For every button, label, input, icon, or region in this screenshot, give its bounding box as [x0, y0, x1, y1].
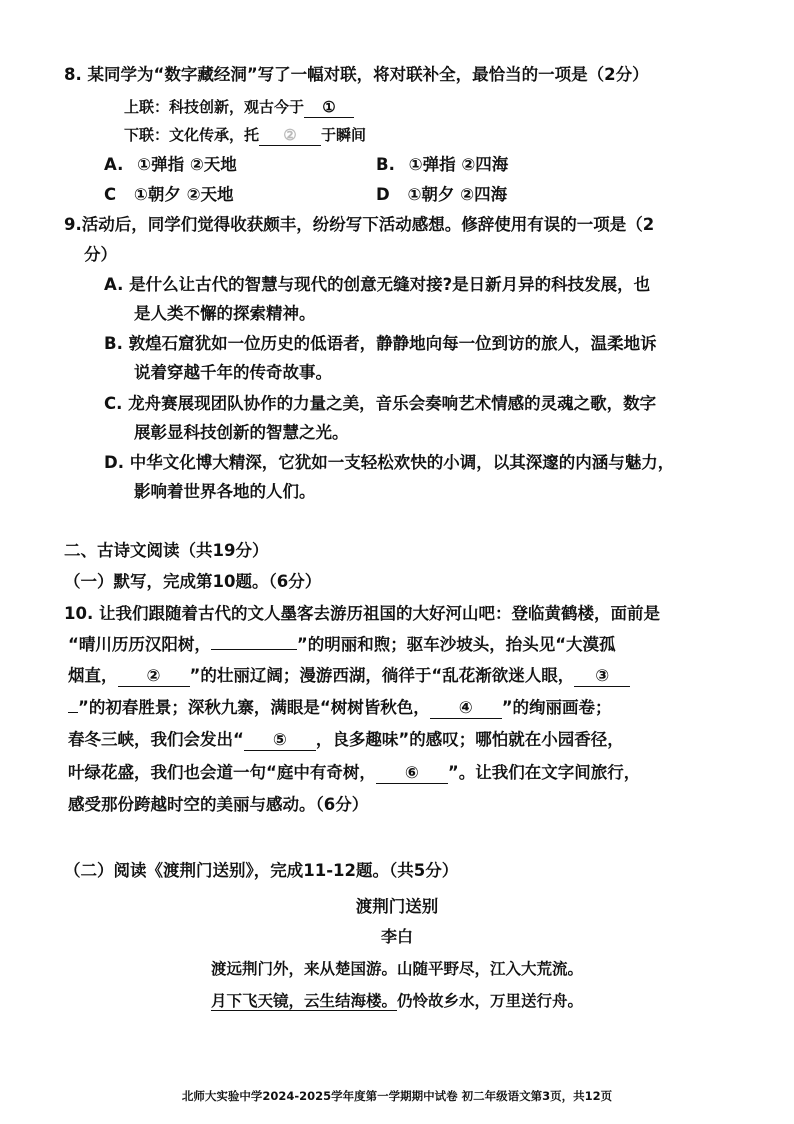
q8-blank-2: ② [259, 125, 321, 146]
q10-text: ”的明丽和煦；驱车沙坡头，抬头见“大漠孤 [296, 635, 616, 654]
part1-title: （一）默写，完成第10题。（6分） [64, 572, 322, 591]
q10-blank-1[interactable] [211, 649, 297, 650]
poem-title: 渡荆门送别 [355, 897, 439, 916]
q10-line2 [68, 634, 616, 656]
option-text: ①朝夕 ②天地 [133, 185, 234, 204]
q8-upper-couplet [124, 96, 354, 118]
q10-text: ”的绚丽画卷； [501, 698, 612, 717]
q10-line7: 感受那份跨越时空的美丽与感动。（6分） [68, 795, 369, 814]
poem-line2-rest: 仍怜故乡水，万里送行舟。 [397, 991, 584, 1010]
q10-line4 [68, 697, 612, 719]
q9-option-c-line1[interactable]: C. 龙舟赛展现团队协作的力量之美，音乐会奏响艺术情感的灵魂之歌，数字 [104, 394, 657, 413]
q10-line1: 10. 让我们跟随着古代的文人墨客去游历祖国的大好河山吧：登临黄鹤楼，面前是 [64, 604, 660, 623]
q10-blank-6[interactable]: ⑥ [376, 763, 448, 784]
q9-option-d-line2: 影响着世界各地的人们。 [134, 482, 316, 501]
q10-text: ”的初春胜景；深秋九寨，满眼是“树树皆秋色， [78, 698, 430, 717]
q8-option-c[interactable] [104, 184, 234, 206]
q8-lower-couplet [124, 124, 366, 146]
q10-text: 烟直， [68, 666, 118, 685]
poem-author: 李白 [380, 927, 413, 946]
q10-text: ”。让我们在文字间旅行， [447, 763, 641, 782]
page-footer: 北师大实验中学2024-2025学年度第一学期期中试卷 初二年级语文第3页，共12页 [181, 1089, 613, 1103]
option-letter: C [104, 185, 117, 204]
q10-text: “晴川历历汉阳树， [68, 635, 211, 654]
option-text: ①弹指 ②天地 [137, 155, 237, 174]
q10-text: 春冬三峡，我们会发出“ [68, 730, 244, 749]
q10-blank-2[interactable]: ② [118, 666, 190, 687]
q9-stem-line2: 分） [84, 245, 117, 264]
poem-line2 [0, 990, 794, 1012]
poem-line2-underlined: 月下飞天镜，云生结海楼。 [210, 991, 397, 1010]
q8-option-d[interactable] [376, 184, 507, 206]
option-letter: A. [104, 155, 124, 174]
section2-title: 二、古诗文阅读（共19分） [64, 541, 269, 560]
q10-line3 [68, 665, 630, 687]
option-text: ①朝夕 ②四海 [407, 185, 508, 204]
q8-lower-prefix: 下联：文化传承，托 [124, 126, 260, 144]
q9-option-b-line1[interactable]: B. 敦煌石窟犹如一位历史的低语者，静静地向每一位到访的旅人，温柔地诉 [104, 334, 657, 353]
q10-line6 [68, 762, 640, 784]
q10-blank-3-tail [68, 712, 78, 713]
q9-option-b-line2: 说着穿越千年的传奇故事。 [134, 363, 332, 382]
q9-option-a-line2: 是人类不懈的探索精神。 [134, 304, 316, 323]
q8-upper-prefix: 上联：科技创新，观古今于 [124, 98, 305, 116]
q10-blank-3[interactable]: ③ [574, 666, 630, 687]
option-letter: D [376, 185, 390, 204]
q8-option-a[interactable] [104, 154, 237, 176]
q8-lower-suffix: 于瞬间 [321, 126, 367, 144]
q8-option-b[interactable] [376, 154, 508, 176]
q8-stem: 8. 某同学为“数字藏经洞”写了一幅对联，将对联补全，最恰当的一项是（2分） [64, 65, 649, 84]
poem-line1: 渡远荆门外，来从楚国游。山随平野尽，江入大荒流。 [210, 959, 583, 978]
q10-blank-5[interactable]: ⑤ [244, 730, 316, 751]
q8-blank-1: ① [304, 97, 354, 118]
option-letter: B. [376, 155, 395, 174]
q9-stem-line1: 9.活动后，同学们觉得收获颇丰，纷纷写下活动感想。修辞使用有误的一项是（2 [64, 215, 655, 234]
q9-option-d-line1[interactable]: D. 中华文化博大精深，它犹如一支轻松欢快的小调，以其深邃的内涵与魅力， [104, 453, 675, 472]
option-text: ①弹指 ②四海 [408, 155, 509, 174]
q10-line5 [68, 729, 624, 751]
q10-text: ”的壮丽辽阔；漫游西湖，徜徉于“乱花渐欲迷人眼， [189, 666, 575, 685]
q10-text: 叶绿花盛，我们也会道一句“庭中有奇树， [68, 763, 376, 782]
q10-text: ，良多趣味”的感叹；哪怕就在小园香径， [315, 730, 624, 749]
q9-option-a-line1[interactable]: A. 是什么让古代的智慧与现代的创意无缝对接?是日新月异的科技发展，也 [104, 275, 651, 294]
part2-title: （二）阅读《渡荆门送别》，完成11-12题。（共5分） [64, 861, 459, 880]
q10-blank-4[interactable]: ④ [430, 698, 502, 719]
q9-option-c-line2: 展彰显科技创新的智慧之光。 [134, 423, 349, 442]
